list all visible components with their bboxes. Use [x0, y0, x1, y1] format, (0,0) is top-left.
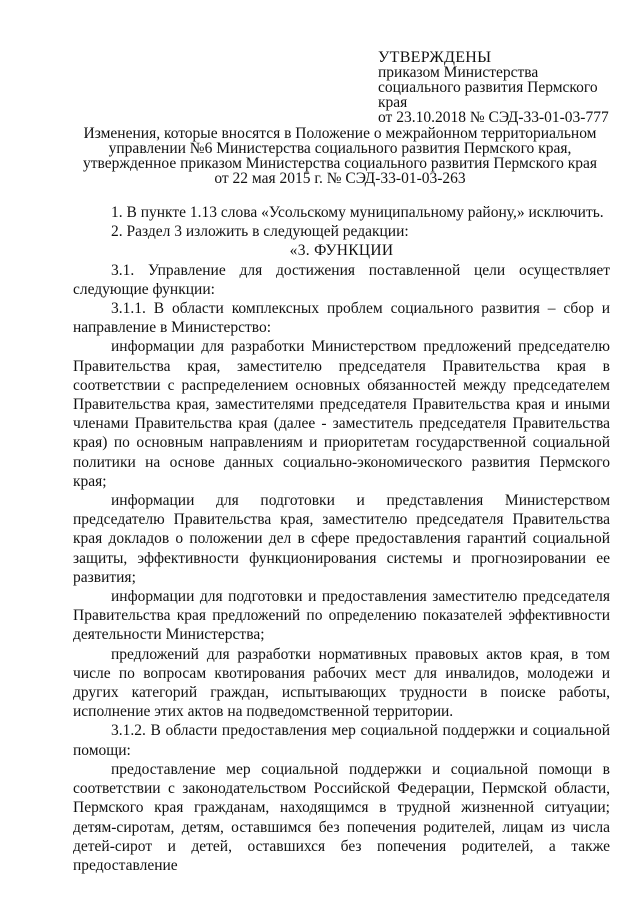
heading-line: управлении №6 Министерства социального развития Пермского края,: [108, 140, 572, 157]
heading-line: утвержденное приказом Министерства социального развития Пермского края: [82, 155, 598, 172]
approval-line: края: [378, 94, 408, 111]
approval-line: приказом Министерства: [378, 64, 539, 81]
paragraph-3-1-2: 3.1.2. В области предоставления мер социальной поддержки и социальной помощи:: [73, 722, 610, 759]
heading-line: Изменения, которые вносятся в Положение о межрайонном территориальном: [83, 125, 597, 142]
paragraph-3-1: 3.1. Управление для достижения поставленной цели осуществляет следующие функции:: [73, 261, 610, 298]
approval-line: социального развития Пермского: [378, 79, 598, 96]
item-2: 2. Раздел 3 изложить в следующей редакции:: [111, 223, 409, 241]
approval-title: УТВЕРЖДЕНЫ: [378, 49, 492, 66]
heading-line: от 22 мая 2015 г. № СЭД-33-01-03-263: [214, 170, 466, 187]
approval-stamp: [378, 50, 633, 125]
item-1: 1. В пункте 1.13 слова «Усольскому муниципальному району,» исключить.: [111, 204, 604, 221]
paragraph-info-1: информации для разработки Министерством предложений председателю Правительства края, заместителю председателя Правительства края в соответствии с распределением основных обязанностей между председателем Правительства края, заместителями председателя Правительства края и иными членами Правительства края (далее - заместитель председателя Правительства края) по основным направлениям и приоритетам государственной социальной политики на основе данных социально-экономического развития Пермского края;: [73, 338, 610, 490]
approval-date-number: от 23.10.2018 № СЭД-33-01-03-777: [378, 109, 609, 126]
paragraph-info-3: информации для подготовки и предоставления заместителю председателя Правительства края предложений по определению показателей эффективности деятельности Министерства;: [73, 588, 610, 644]
paragraph-3-1-1: 3.1.1. В области комплексных проблем социального развития – сбор и направление в Министерство:: [73, 300, 610, 337]
section-title: «3. ФУНКЦИИ: [289, 242, 394, 260]
document-heading: [70, 126, 610, 186]
document-body: [73, 203, 610, 875]
paragraph-proposals: предложений для разработки нормативных правовых актов края, в том числе по вопросам квотирования рабочих мест для инвалидов, молодежи и других категорий граждан, испытывающих трудности в поиске работы, исполнение этих актов на подведомственной территории.: [73, 645, 610, 721]
paragraph-provision: предоставление мер социальной поддержки и социальной помощи в соответствии с законодательством Российской Федерации, Пермской области, Пермского края гражданам, находящимся в трудной жизненной ситуации; детям-сиротам, детям, оставшимся без попечения родителей, лицам из числа детей-сирот и детей, оставшихся без попечения родителей, а также предоставление: [73, 760, 610, 874]
paragraph-info-2: информации для подготовки и представления Министерством председателю Правительства края, заместителю председателя Правительства края докладов о положении дел в сфере предоставления гарантий социальной защиты, эффективности функционирования системы и прогнозировании ее развития;: [73, 492, 610, 586]
